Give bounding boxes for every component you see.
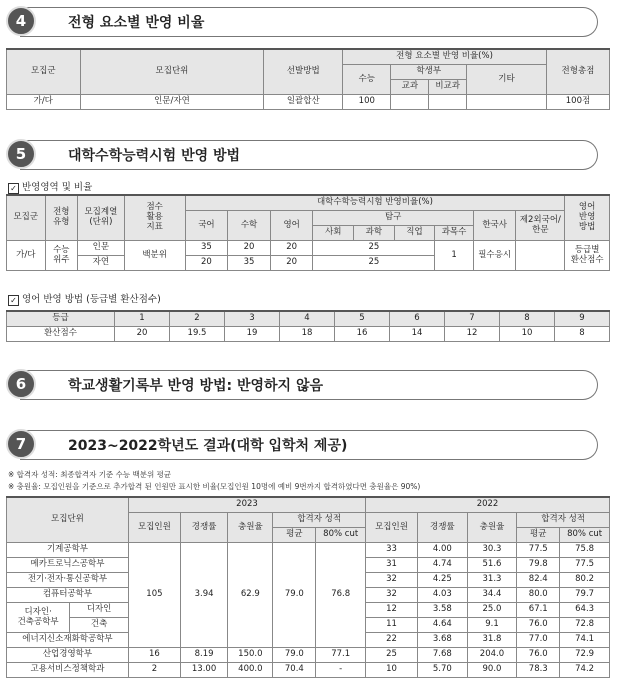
table-row: 건축 11 4.64 9.1 76.0 72.8 (7, 618, 610, 633)
results-table: 모집단위 2023 2022 모집인원 경쟁률 충원율 합격자 성적 모집인원 경쟁률 충원율 합격자 성적 평균 80% cut 평균 80% cut 기계공학부 105 3.94 62.9 79.0 76.8 33 4.00 30.3 77.5 75.8 메카트로닉스공학부 31 4.74 51.6 79.8 77.5 전기·전자·통신공학부 32 4.25 31.3 82.4 80.2 컴퓨터공학부 32 4.03 34.4 80.0 79.7 디자인· 건축공학부 디자인 12 3.58 25.0 67.1 64.3 건축 11 4.64 9.1 76.0 72.8 에너지신소재화학공학부 22 3.68 31.8 77.0 74.1 산업경영학부 16 8.19 150.0 79.0 77.1 25 7.68 204.0 76.0 72.9 고용서비스정책학과 2 13.00 400.0 70.4 - 10 5.70 90.0 78.3 74.2 (6, 496, 610, 678)
table-row: 자연 20 35 20 25 (7, 256, 610, 271)
section-4-header (6, 6, 606, 36)
table-row: 디자인· 건축공학부 디자인 12 3.58 25.0 67.1 64.3 (7, 603, 610, 618)
section-number: 5 (6, 139, 36, 169)
table-row: 전기·전자·통신공학부 32 4.25 31.3 82.4 80.2 (7, 573, 610, 588)
table-row: 메카트로닉스공학부 31 4.74 51.6 79.8 77.5 (7, 558, 610, 573)
table-row: 가/다 수능 위주 인문 백분위 35 20 20 25 1 필수응시 등급별 환산점수 (7, 241, 610, 256)
checkbox-icon: ✓ (8, 295, 19, 306)
section-title: 2023~2022학년도 결과(대학 입학처 제공) (68, 438, 348, 454)
csat-ratio-table: 모집군 모집단위 선발방법 전형 요소별 반영 비율(%) 전형총점 수능 학생부 기타 교과 비교과 가/다 인문/자연 일괄합산 100 100점 (6, 48, 610, 110)
section-6-header (6, 369, 606, 399)
section-title: 전형 요소별 반영 비율 (68, 15, 205, 31)
table-row: 컴퓨터공학부 32 4.03 34.4 80.0 79.7 (7, 588, 610, 603)
section-7-header (6, 429, 606, 459)
section-title: 대학수학능력시험 반영 방법 (68, 148, 241, 164)
table-row: 환산점수 20 19.5 19 18 16 14 12 10 8 (7, 327, 610, 342)
csat-method-table: 모집군 전형 유형 모집계열 (단위) 점수 활용 지표 대학수학능력시험 반영비율(%) 영어 반영 방법 국어 수학 영어 탐구 한국사 제2외국어/ 한문 사회 과학 직업 과목수 가/다 수능 위주 인문 백분위 35 20 20 25 1 필수응시 등급별 환산점수 자연 20 35 20 25 (6, 194, 610, 271)
checkbox-label-english: ✓ 영어 반영 방법 (등급별 환산점수) (8, 291, 161, 306)
note-fill-rate: ※ 충원율: 모집인원을 기준으로 추가합격 된 인원만 표시한 비율(모집인원 10명에 예비 9번까지 합격하였다면 충원율은 90%) (8, 482, 421, 491)
section-number: 7 (6, 429, 36, 459)
english-grade-table: 등급 1 2 3 4 5 6 7 8 9 환산점수 20 19.5 19 18 16 14 12 10 8 (6, 310, 610, 342)
section-number: 4 (6, 6, 36, 36)
table-row: 산업경영학부 16 8.19 150.0 79.0 77.1 25 7.68 204.0 76.0 72.9 (7, 648, 610, 663)
section-5-header (6, 139, 606, 169)
checkbox-icon: ✓ (8, 183, 19, 194)
note-score: ※ 합격자 성적: 최종합격자 기준 수능 백분위 평균 (8, 470, 172, 479)
table-row: 가/다 인문/자연 일괄합산 100 100점 (7, 95, 610, 110)
section-number: 6 (6, 369, 36, 399)
table-row: 에너지신소재화학공학부 22 3.68 31.8 77.0 74.1 (7, 633, 610, 648)
section-title: 학교생활기록부 반영 방법: 반영하지 않음 (68, 378, 324, 394)
checkbox-label-areas: ✓ 반영영역 및 비율 (8, 179, 92, 194)
table-row: 고용서비스정책학과 2 13.00 400.0 70.4 - 10 5.70 90.0 78.3 74.2 (7, 663, 610, 678)
table-row: 기계공학부 105 3.94 62.9 79.0 76.8 33 4.00 30.3 77.5 75.8 (7, 543, 610, 558)
